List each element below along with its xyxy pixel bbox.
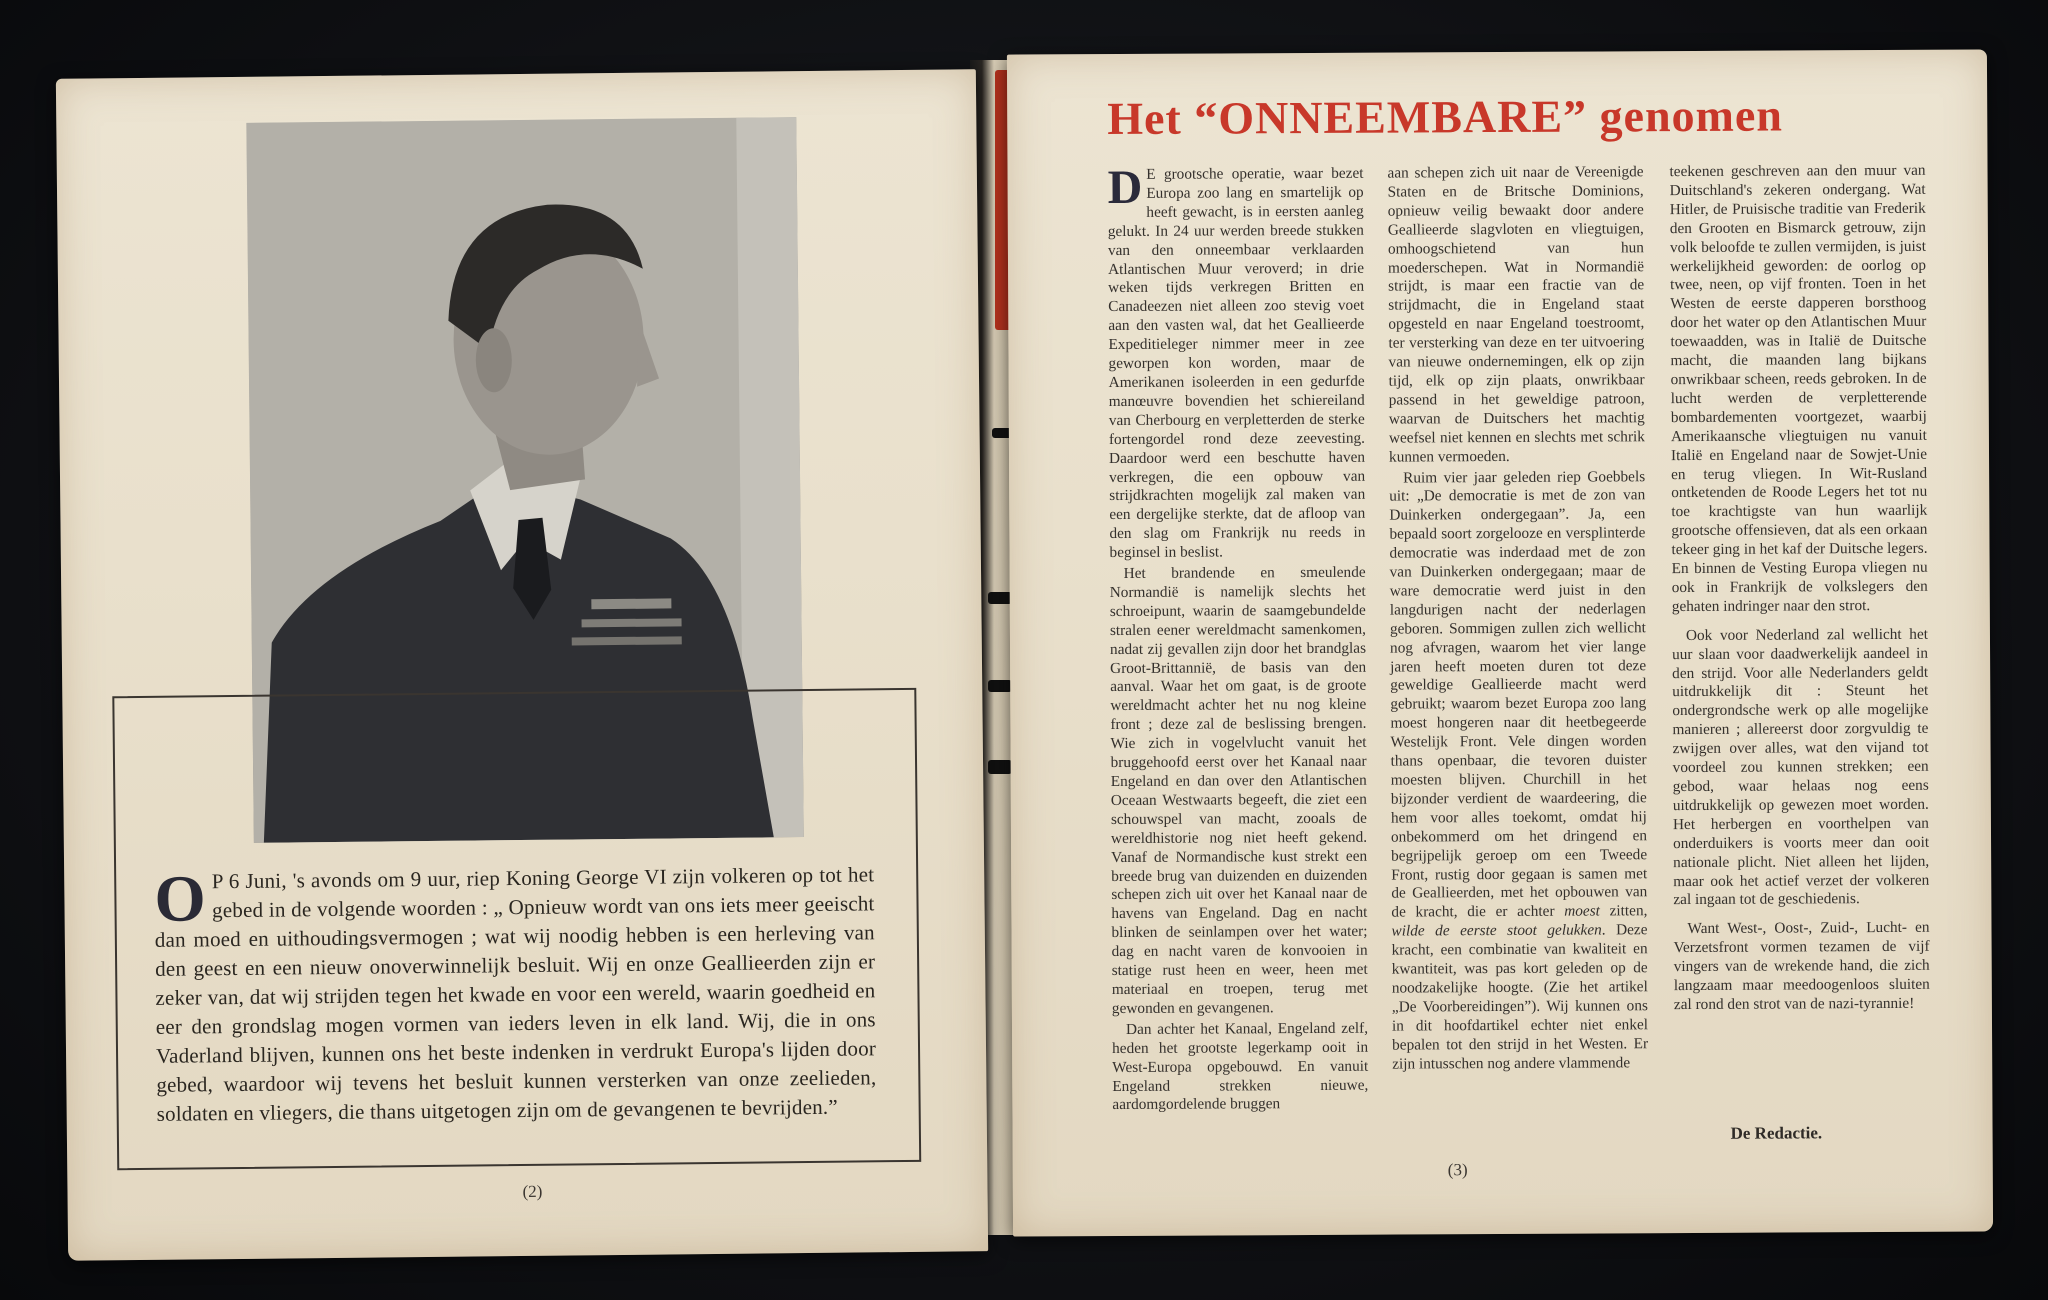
column3-paragraph-1: teekenen geschreven aan den muur van Duitschland's zekeren ondergang. Wat Hitler, de Pruisische traditie van Frederik den Grooten en Bismarck getrouw, zijn volk beloofde te zullen vermijden, is juist werkelijkheid geworden: de oorlog op twee, neen, op vijf fronten. Toen in het Westen de eerste dapperen borsthoog door het water op den Atlantischen Muur toewaadden, was in Italië de Duitsche macht, die maanden lang bijkans onwrikbaar scheen, reeds gebroken. In de lucht werden de verpletterende bombardementen voortgezet, waarbij Amerikaansche vliegtuigen nu vanuit Italië en Engeland naar de Sowjet-Unie en terug vliegen. In Wit-Rusland ontketenden de Roode Legers het tot nu toe krachtigste van hun waarlijk grootsche offensieven, dat als een orkaan tekeer ging in het kaf der Duitsche legers. En binnen de Vesting Europa vliegen nu ook in Frankrijk de volkslegers den gehaten indringer naar den strot. bbox=[1669, 161, 1928, 615]
headline-close-quote: ” bbox=[1562, 90, 1588, 142]
column2-p2-mid: zitten, bbox=[1599, 902, 1648, 920]
king-prayer-caption bbox=[154, 860, 877, 1129]
binding-stitch bbox=[988, 592, 1012, 604]
column2-italic-moest: moest bbox=[1564, 902, 1600, 921]
article-column-1 bbox=[1107, 160, 1369, 1116]
column2-paragraph-2 bbox=[1389, 468, 1648, 1074]
article-columns bbox=[1107, 162, 1972, 1186]
headline-main: ONNEEMBARE bbox=[1218, 90, 1564, 144]
page-number-left: (2) bbox=[522, 1181, 543, 1202]
page-left bbox=[56, 69, 988, 1261]
page-right bbox=[1007, 49, 1993, 1236]
column2-paragraph-1: aan schepen zich uit naar de Vereenigde Staten en de Britsche Dominions, opnieuw veilig bewaakt door andere Geallieerde slagvloten en vliegtuigen, omhoogschietend van hun moederschepen. Wat in Normandië strijdt, is maar een fractie van de strijdmacht, die in Engeland staat opgesteld en naar Engeland toestroomt, ter versterking van deze en ter uitvoering van nieuwe ondernemingen, elk op zijn tijd, elk op zijn plaats, onwrikbaar passend in het geweldige patroon, waarvan de Duitschers het machtig weefsel niet kennen en slechts met schrik kunnen vermoeden. bbox=[1387, 163, 1645, 466]
column1-paragraph-2: Het brandende en smeulende Normandië is namelijk slechts het schroeipunt, waarin de saamgebundelde stralen eener wereldmacht samenkomen, nadat zij gevallen zijn door het brandglas Groot-Brittannië, de basis van den aanval. Waar het om gaat, is de groote wereldmacht achter het nu nog kleine front ; deze zal de beslissing brengen. Wie zich in vogelvlucht vanuit het bruggehoofd eerst over het Kanaal naar Engeland en dan over den Atlantischen Oceaan Westwaarts begeeft, die ziet een schouwspel van macht, zooals de wereldhistorie nog niet heeft gekend. Vanaf de Normandische kust strekt een breede brug van duizenden en duizenden schepen zich uit over het Kanaal naar de havens van Engeland. Dag en nacht blinken de seinlampen over het water; dag en nacht varen de konvooien in statige rust heen en weer, heen met materiaal en troepen, terug met gewonden en gevangenen. bbox=[1109, 563, 1368, 1017]
column2-p2-start: Ruim vier jaar geleden riep Goebbels uit: „De democratie is met de zon van Duinkerken ondergegaan”. Ja, een bepaald soort zorgelooze en versplinterde democratie was inderdaad met de zon van Duinkerken ondergegaan; maar de ware democratie werd juist in den langdurigen nacht der nederlagen geboren. Sommigen zullen zich wellicht nog afvragen, waarom het vier lange jaren heeft moeten duren tot deze geweldige Geallieerde macht werd gebruikt; waarom bezet Europa zoo lang moest hongeren naar dit heetbegeerde Westelijk Front. Vele dingen worden thans openbaar, die tevoren duister moesten blijven. Churchill in het bijzonder verdient de waardeering, die hem voor alles toekomt, omdat hij onbekommerd om het dringend en begrijpelijk geroep om een Tweede Front, rustig door gegaan is samen met de Geallieerden, met het opbouwen van de kracht, die er achter bbox=[1389, 467, 1648, 921]
article-headline bbox=[1107, 88, 1907, 145]
column2-p2-end: . Deze kracht, een combinatie van kwaliteit en kwantiteit, was pas kort geleden op de noodzakelijke hoogte. (Zie het artikel „De Voorbereidingen”). Wij kunnen ons in dit hoofdartikel echter niet enkel bepalen tot den strijd in het Westen. Er zijn intusschen nog andere vlammende bbox=[1391, 921, 1649, 1073]
page-number-right: (3) bbox=[1447, 1160, 1468, 1180]
column3-paragraph-3: Want West-, Oost-, Zuid-, Lucht- en Verzetsfront vormen tezamen de vijf vingers van de wrekende hand, die zich langzaam maar meedoogenloos sluiten zal rond den strot van de nazi-tyrannie! bbox=[1673, 919, 1930, 1014]
column1-paragraph-1: E grootsche operatie, waar bezet Europa zoo lang en smartelijk op heeft gewacht, is in eersten aanleg gelukt. In 24 uur werden breede stukken van den onneembaar verklaarden Atlantischen Muur veroverd; in drie weken tijds verkregen Britten en Canadeezen niet alleen zoo stevig voet aan den vasten wal, dat het Geallieerde Expeditieleger nimmer meer in zee geworpen kon worden, maar de Amerikanen isoleerden in een gedurfde manœuvre bovendien het schiereiland van Cherbourg en verpletterden de sterke fortengordel rond deze zeevesting. Daardoor werd een beschutte haven verkregen, die een opbouw van strijdkrachten mogelijk zal maken van een dergelijke sterkte, dat de afloop van den slag om Frankrijk nu reeds in beginsel in beslist. bbox=[1107, 164, 1366, 562]
binding-stitch bbox=[988, 760, 1012, 774]
headline-open-quote: “ bbox=[1194, 92, 1219, 144]
headline-post: genomen bbox=[1599, 89, 1784, 142]
article-column-2 bbox=[1387, 163, 1648, 1074]
column2-italic-stoot: wilde de eerste stoot gelukken bbox=[1391, 921, 1602, 940]
headline-pre: Het bbox=[1107, 92, 1182, 145]
article-signoff: De Redactie. bbox=[1730, 1123, 1823, 1143]
article-drop-cap: D bbox=[1107, 160, 1143, 215]
caption-body: P 6 Juni, 's avonds om 9 uur, riep Koning George VI zijn volkeren op tot het gebed in de volgende woorden : „ Opnieuw wordt van ons iets meer geeischt dan moed en uithoudingsvermogen ; wat wij noodig hebben is een herleving van den geest en een nieuw onoverwinnelijk besluit. Wij en onze Geallieerden zijn er zeker van, dat wij strijden tegen het kwade en voor een wereld, waarin goedheid en eer den grondslag mogen vormen van ieders leven in elk land. Wij, die in ons Vaderland blijven, kunnen ons het beste indenken in verdrukt Europa's lijden door gebed, waardoor wij tevens het besluit kunnen versterken van onze zeelieden, soldaten en vliegers, die thans uitgetogen zijn om de gevangenen te bevrijden.” bbox=[154, 862, 877, 1126]
article-column-3 bbox=[1669, 162, 1929, 1015]
column3-paragraph-2: Ook voor Nederland zal wellicht het uur slaan voor daadwerkelijk aandeel in den strijd. Voor alle Nederlanders geldt uitdrukkelijk dit : Steunt het ondergrondsche werk op alle mogelijke manieren ; allereerst door zorgvuldig te zwijgen over alles, wat den vijand tot voordeel zou kunnen strekken; een gebod, waar helaas nog eens uitdrukkelijk op gewezen moet worden. Het herbergen en voorthelpen van onderduikers is voorts meer dan ooit nationale plicht. Niet alleen het lijden, maar ook het actief verzet der volkeren zal ingaan tot de geschiedenis. bbox=[1672, 625, 1930, 909]
binding-stitch bbox=[988, 680, 1012, 692]
caption-drop-cap: O bbox=[154, 862, 207, 936]
column1-paragraph-3: Dan achter het Kanaal, Engeland zelf, heden het grootste legerkamp ooit in West-Europa opgebouwd. En vanuit Engeland strekken nieuwe, aardomgordelende bruggen bbox=[1112, 1019, 1369, 1114]
